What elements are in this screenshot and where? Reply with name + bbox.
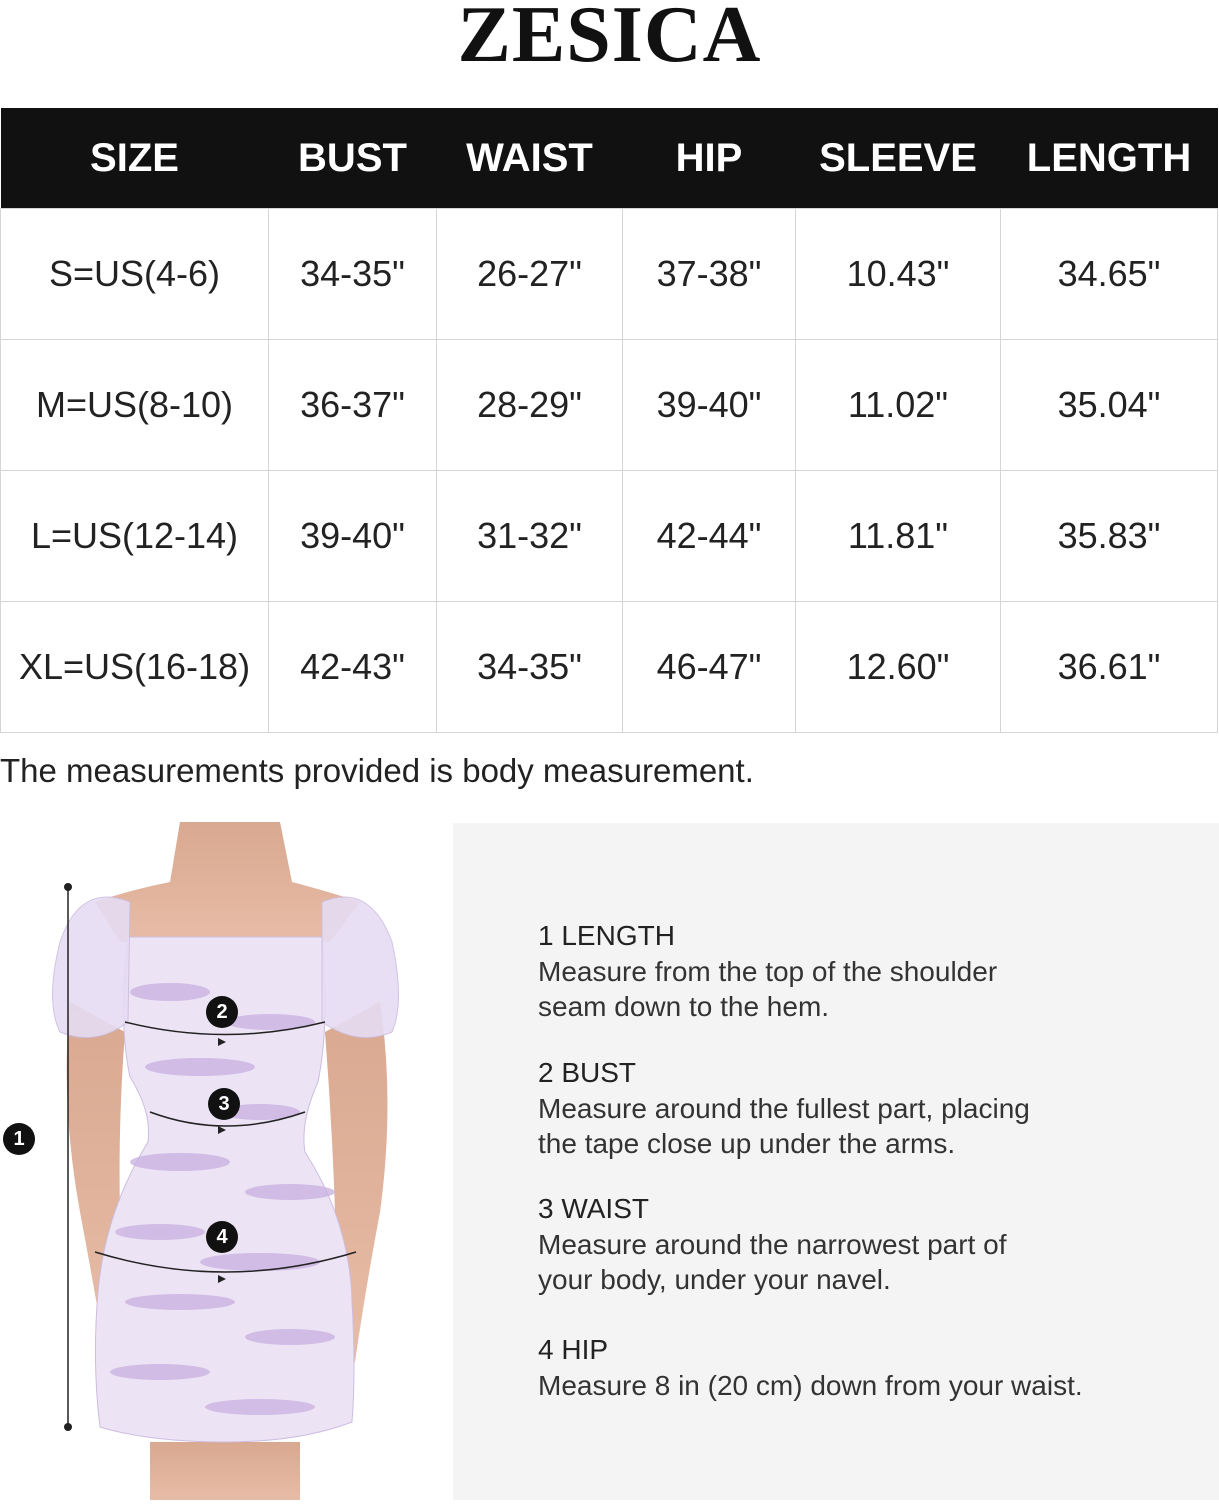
cell-hip: 39-40": [623, 340, 796, 471]
cell-sleeve: 11.81": [796, 471, 1001, 602]
header-waist: WAIST: [437, 108, 623, 209]
right-puff-sleeve: [322, 897, 399, 1038]
guide-item-bust: [538, 1055, 1178, 1161]
dress-illustration: [0, 822, 450, 1500]
marker-4: 4: [206, 1221, 238, 1253]
cell-size: XL=US(16-18): [1, 602, 269, 733]
header-size: SIZE: [1, 108, 269, 209]
guide-line: your body, under your navel.: [538, 1264, 891, 1295]
guide-title: 1 LENGTH: [538, 920, 675, 951]
cell-bust: 36-37": [269, 340, 437, 471]
cell-hip: 46-47": [623, 602, 796, 733]
cell-length: 35.04": [1001, 340, 1218, 471]
cell-hip: 37-38": [623, 209, 796, 340]
table-header-row: [1, 108, 1218, 209]
guide-item-hip: [538, 1332, 1178, 1403]
cell-hip: 42-44": [623, 471, 796, 602]
cell-waist: 26-27": [437, 209, 623, 340]
guide-title: 2 BUST: [538, 1057, 637, 1088]
table-row: [1, 602, 1218, 733]
cell-sleeve: 10.43": [796, 209, 1001, 340]
guide-line: Measure 8 in (20 cm) down from your waist.: [538, 1370, 1083, 1401]
cell-bust: 39-40": [269, 471, 437, 602]
guide-title: 4 HIP: [538, 1334, 609, 1365]
cell-sleeve: 12.60": [796, 602, 1001, 733]
guide-item-waist: [538, 1191, 1178, 1297]
marker-1: 1: [3, 1123, 35, 1155]
guide-line: Measure around the narrowest part of: [538, 1229, 1007, 1260]
dress-figure: [0, 822, 450, 1500]
table-row: [1, 340, 1218, 471]
cell-waist: 28-29": [437, 340, 623, 471]
cell-bust: 42-43": [269, 602, 437, 733]
cell-sleeve: 11.02": [796, 340, 1001, 471]
guide-line: the tape close up under the arms.: [538, 1128, 956, 1159]
size-chart-table: [0, 108, 1218, 733]
left-puff-sleeve: [53, 897, 131, 1038]
guide-line: seam down to the hem.: [538, 991, 830, 1022]
cell-length: 35.83": [1001, 471, 1218, 602]
guide-title: 3 WAIST: [538, 1193, 649, 1224]
header-sleeve: SLEEVE: [796, 108, 1001, 209]
cell-waist: 31-32": [437, 471, 623, 602]
measurement-note: The measurements provided is body measurement.: [0, 752, 754, 789]
cell-length: 34.65": [1001, 209, 1218, 340]
cell-size: L=US(12-14): [1, 471, 269, 602]
cell-waist: 34-35": [437, 602, 623, 733]
cell-length: 36.61": [1001, 602, 1218, 733]
brand-logo: ZESICA: [457, 0, 762, 79]
header-bust: BUST: [269, 108, 437, 209]
table-row: [1, 471, 1218, 602]
table-row: [1, 209, 1218, 340]
header-length: LENGTH: [1001, 108, 1218, 209]
cell-size: M=US(8-10): [1, 340, 269, 471]
guide-item-length: [538, 918, 1178, 1024]
guide-line: Measure from the top of the shoulder: [538, 956, 998, 987]
header-hip: HIP: [623, 108, 796, 209]
marker-2: 2: [206, 996, 238, 1028]
cell-bust: 34-35": [269, 209, 437, 340]
guide-line: Measure around the fullest part, placing: [538, 1093, 1030, 1124]
cell-size: S=US(4-6): [1, 209, 269, 340]
marker-3: 3: [208, 1088, 240, 1120]
